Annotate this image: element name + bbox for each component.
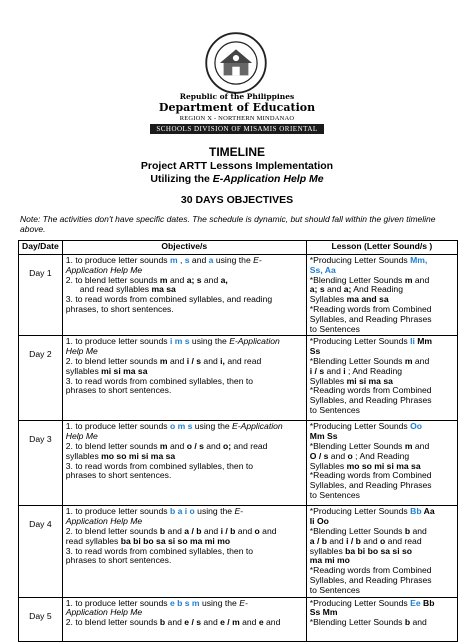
republic-text: Republic of the Philippines	[179, 92, 295, 101]
col-header-day: Day/Date	[19, 241, 63, 255]
table-row	[19, 255, 458, 336]
day-cell: Day 5	[19, 597, 63, 641]
division-banner: SCHOOLS DIVISION OF MISAMIS ORIENTAL	[150, 124, 324, 134]
schedule-note: Note: The activities don't have specific dates. The schedule is dynamic, but should fall within the given timeline above.	[20, 214, 436, 234]
days-heading: 30 DAYS OBJECTIVES	[180, 194, 294, 206]
page-title: TIMELINE	[209, 145, 265, 159]
utilizing-subtitle	[0, 173, 474, 185]
table-header-row	[19, 241, 458, 255]
department-name: Department of Education	[158, 101, 316, 114]
day-cell: Day 3	[19, 421, 63, 506]
project-subtitle: Project ARTT Lessons Implementation	[140, 160, 334, 172]
objective-cell: 1. to produce letter sounds e b s m using the E- Application Help Me 2. to blend letter sounds b and e / s and e / m and e and	[62, 597, 306, 641]
objective-cell: 1. to produce letter sounds i m s using the E-Application Help Me 2. to blend letter sounds m and i / s and i, and read syllables mi si ma sa 3. to read words from combined syllables, then to phrases to short sentences.	[62, 336, 306, 421]
col-header-lesson: Lesson (Letter Sound/s )	[306, 241, 457, 255]
lesson-cell: *Producing Letter Sounds Ee Bb Ss Mm *Blending Letter Sounds b and	[306, 597, 457, 641]
objective-cell: 1. to produce letter sounds o m s using the E-Application Help Me 2. to blend letter sounds m and o / s and o; and read syllables mo so mi si ma sa 3. to read words from combined syllables, then to phrases to short sentences.	[62, 421, 306, 506]
deped-seal	[205, 32, 267, 94]
table-row	[19, 597, 458, 641]
col-header-objectives: Objective/s	[62, 241, 306, 255]
table-row	[19, 421, 458, 506]
table-row	[19, 336, 458, 421]
day-cell: Day 4	[19, 506, 63, 597]
table-row	[19, 506, 458, 597]
day-cell: Day 1	[19, 255, 63, 336]
lesson-cell: *Producing Letter Sounds Ii Mm Ss *Blending Letter Sounds m and i / s and i ; And Reading Syllables mi si ma sa *Reading words from Combined Syllables, and Reading Phrases to Sentences	[306, 336, 457, 421]
objectives-table	[18, 240, 458, 642]
subtitle-prefix: Utilizing the	[150, 173, 213, 185]
lesson-cell: *Producing Letter Sounds Bb Aa Ii Oo *Blending Letter Sounds b and a / b and i / b and o and read syllables ba bi bo sa si so ma mi mo *Reading words from Combined Syllables, and Reading Phrases to Sentences	[306, 506, 457, 597]
day-cell: Day 2	[19, 336, 63, 421]
region-text: REGION X - NORTHERN MINDANAO	[179, 115, 295, 122]
app-name: E-Application Help Me	[212, 173, 324, 185]
objective-cell: 1. to produce letter sounds m , s and a using the E- Application Help Me 2. to blend letter sounds m and a; s and a, and read syllables ma sa 3. to read words from combined syllables, and reading phrases, to short sentences.	[62, 255, 306, 336]
lesson-cell: *Producing Letter Sounds Oo Mm Ss *Blending Letter Sounds m and O / s and o ; And Reading Syllables mo so mi si ma sa *Reading words from Combined Syllables, and Reading Phrases to Sentences	[306, 421, 457, 506]
objective-cell: 1. to produce letter sounds b a i o using the E- Application Help Me 2. to blend letter sounds b and a / b and i / b and o and read syllables ba bi bo sa si so ma mi mo 3. to read words from combined syllables, then to phrases to short sentences.	[62, 506, 306, 597]
lesson-cell: *Producing Letter Sounds Mm, Ss, Aa *Blending Letter Sounds m and a; s and a; And Reading Syllables ma and sa *Reading words from Combined Syllables, and Reading Phrases to Sentences	[306, 255, 457, 336]
